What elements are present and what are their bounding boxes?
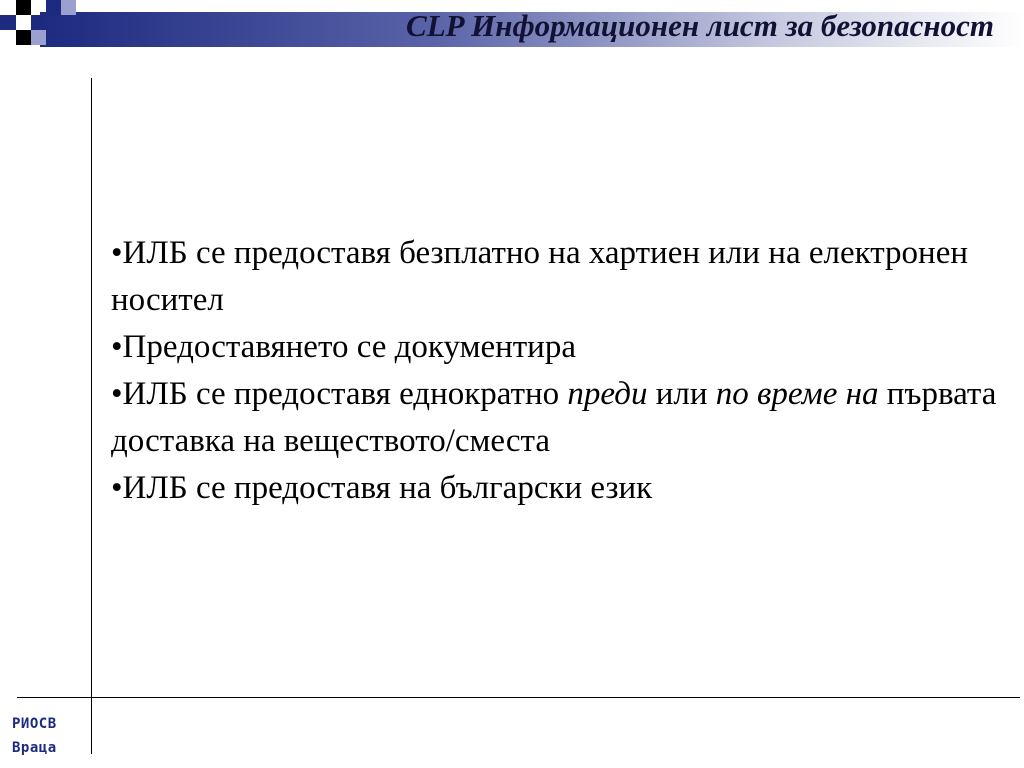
bullet-text: •Предоставянето се документира <box>111 329 576 365</box>
checker-square <box>31 30 46 45</box>
bullet-emphasis-text: по време на <box>715 376 879 412</box>
header-decoration <box>0 0 1024 50</box>
bullet-text: •ИЛБ се предоставя еднократно <box>111 376 568 412</box>
footer-org-line1: РИОСВ <box>12 716 57 732</box>
bullet-item <box>111 230 1011 324</box>
bullet-text: или <box>647 376 716 412</box>
bullet-text: •ИЛБ се предоставя на български език <box>111 470 653 506</box>
slide-title: CLP Информационен лист за безопасност <box>406 8 994 43</box>
bullet-item <box>111 324 1011 371</box>
bullet-item <box>111 371 1011 465</box>
checker-square <box>61 0 76 15</box>
bullet-emphasis-text: преди <box>567 376 648 412</box>
footer-organization <box>12 712 57 760</box>
bullet-item <box>111 465 1011 512</box>
checker-square <box>46 0 61 15</box>
horizontal-divider <box>17 697 1020 698</box>
checker-square <box>16 30 31 45</box>
bullet-text: •ИЛБ се предоставя безплатно на хартиен или на електронен носител <box>111 235 969 318</box>
checker-square <box>31 15 46 30</box>
vertical-divider <box>91 78 92 754</box>
checker-square <box>16 0 31 15</box>
footer-org-line2: Враца <box>12 740 57 756</box>
bullet-list <box>111 230 1011 512</box>
bullet-text: първата доставка на веществото/сместа <box>111 376 997 459</box>
checker-square <box>0 15 16 30</box>
